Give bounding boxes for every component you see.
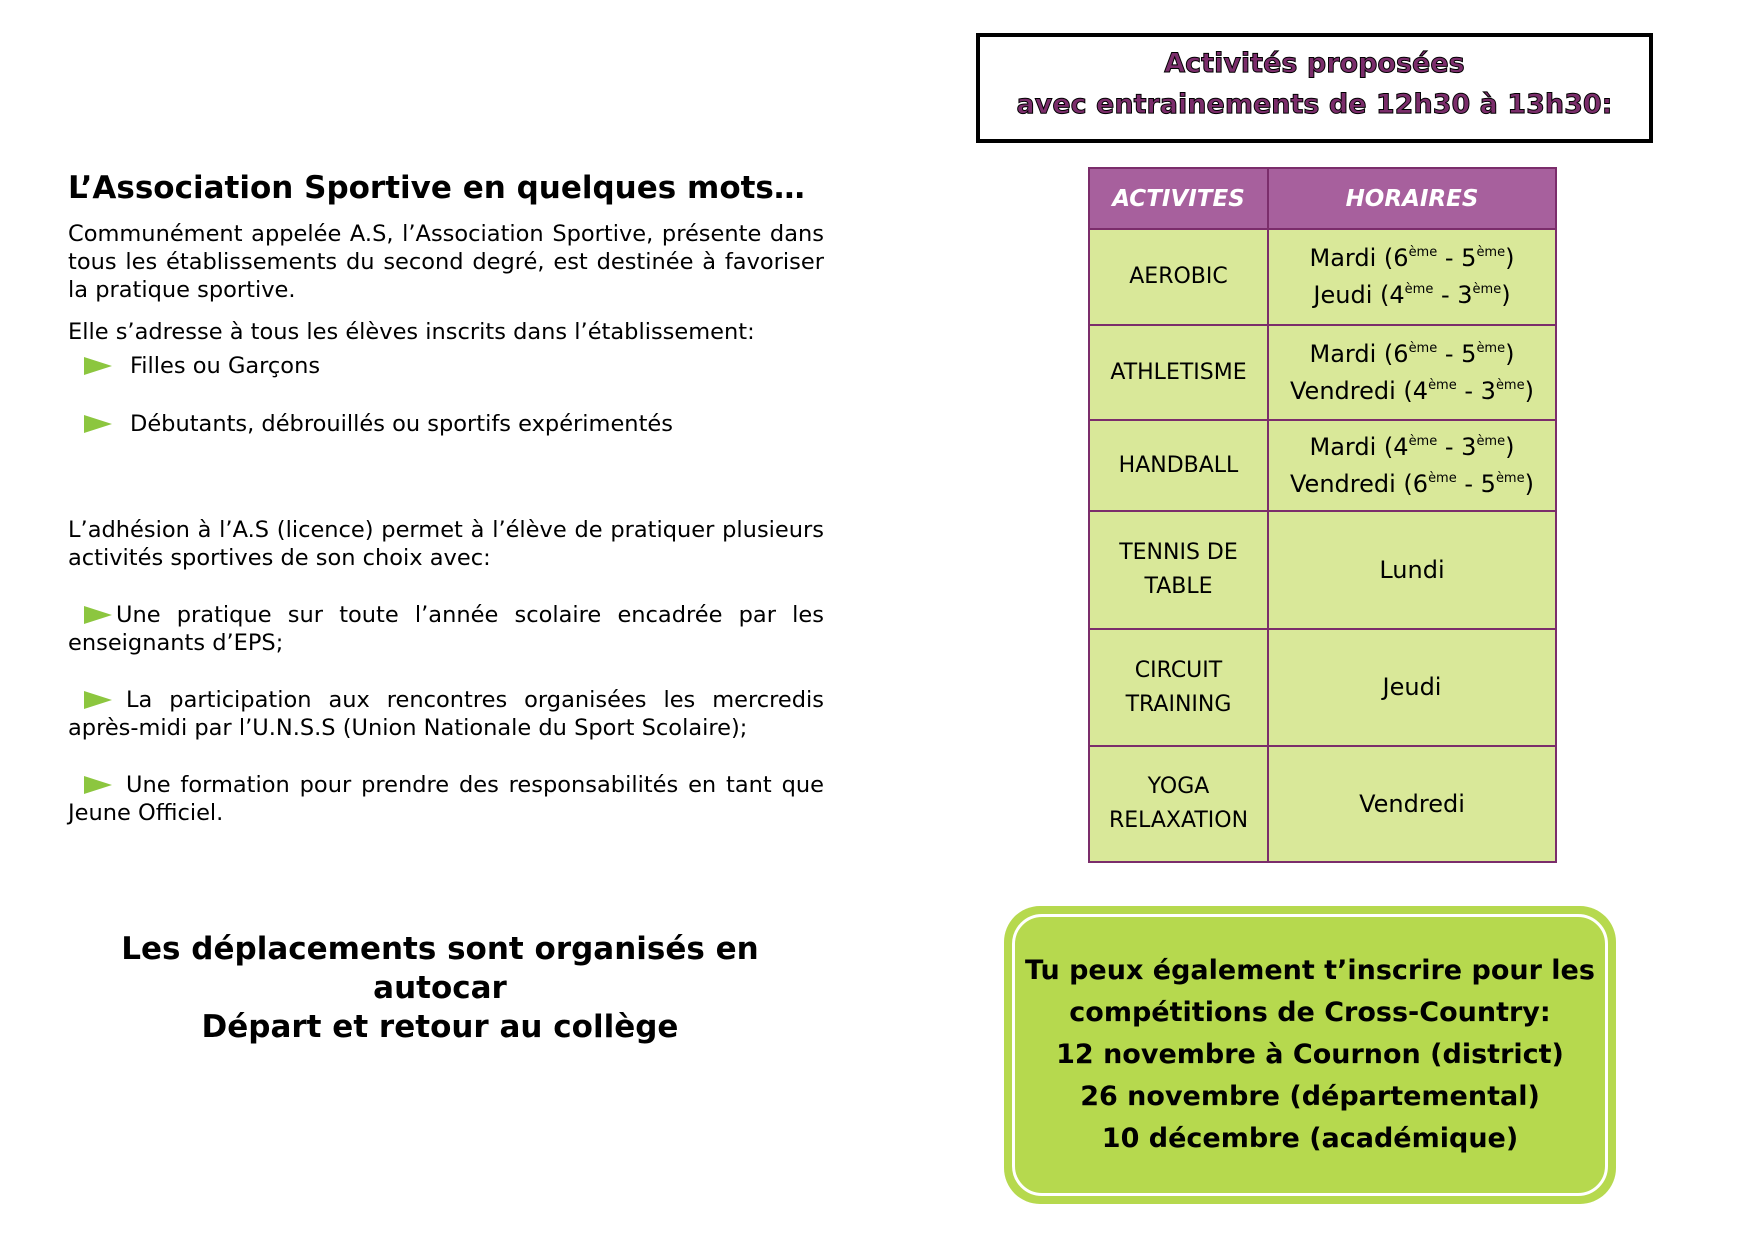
- activity-name: ATHLETISME: [1110, 359, 1247, 385]
- table-row: [1089, 629, 1556, 746]
- benefit-item: [68, 601, 824, 657]
- schedule-cell: [1268, 325, 1556, 420]
- slot-level-end: 5: [1461, 244, 1477, 272]
- slot-level-end: 5: [1461, 339, 1477, 368]
- level-suffix: ème: [1404, 282, 1434, 297]
- bullet-text: Débutants, débrouillés ou sportifs expérimentés: [130, 411, 673, 437]
- activity-cell: [1089, 746, 1268, 862]
- level-suffix: ème: [1408, 433, 1438, 449]
- schedule-slot: Mardi (4ème - 3ème): [1309, 432, 1515, 461]
- level-suffix: ème: [1495, 470, 1525, 486]
- activity-name: CIRCUIT: [1134, 657, 1223, 683]
- cross-country-box: [1004, 906, 1616, 1204]
- transport-line: Départ et retour au collège: [201, 1009, 679, 1045]
- triangle-bullet-icon: [84, 776, 112, 794]
- slot-level-end: 3: [1457, 281, 1473, 309]
- slot-level-start: 6: [1393, 339, 1409, 368]
- level-suffix: ème: [1408, 340, 1438, 356]
- transport-line: Les déplacements sont organisés en autocar: [121, 931, 759, 1006]
- slot-level-end: 3: [1480, 376, 1496, 405]
- activities-header-box: [976, 33, 1653, 143]
- cross-country-line: 26 novembre (départemental): [1080, 1081, 1540, 1112]
- level-suffix: ème: [1476, 433, 1506, 449]
- schedule-slot: Vendredi (4ème - 3ème): [1290, 376, 1534, 405]
- table-row: [1089, 746, 1556, 862]
- level-suffix: ème: [1476, 340, 1506, 356]
- cross-country-line: Tu peux également t’inscrire pour les: [1025, 955, 1595, 986]
- table-row: [1089, 229, 1556, 325]
- slot-level-start: 6: [1412, 469, 1429, 498]
- cross-country-line: 10 décembre (académique): [1101, 1123, 1519, 1154]
- slot-day: Jeudi: [1313, 281, 1373, 309]
- schedule-slot: Mardi (6ème - 5ème): [1309, 339, 1515, 368]
- list-item: [68, 410, 824, 438]
- intro-paragraph: Communément appelée A.S, l’Association Sportive, présente dans tous les établissements du second degré, est destinée à favoriser la pratique sportive.: [68, 221, 824, 303]
- table-row: [1089, 511, 1556, 629]
- cross-country-inner: [1012, 914, 1608, 1196]
- schedule-slot: Mardi (6ème - 5ème): [1309, 244, 1515, 272]
- audience-intro: Elle s’adresse à tous les élèves inscrits dans l’établissement:: [68, 319, 755, 345]
- slot-day: Vendredi: [1290, 376, 1396, 405]
- activity-cell: [1089, 629, 1268, 746]
- schedule-cell: [1268, 511, 1556, 629]
- schedule-day: Vendredi: [1359, 789, 1465, 818]
- activity-name: HANDBALL: [1118, 452, 1239, 478]
- membership-intro: L’adhésion à l’A.S (licence) permet à l’élève de pratiquer plusieurs activités sportives de son choix avec:: [68, 517, 824, 571]
- activity-name: AEROBIC: [1129, 264, 1228, 289]
- activity-cell: [1089, 325, 1268, 420]
- activity-name: TRAINING: [1125, 691, 1232, 717]
- section-title: L’Association Sportive en quelques mots…: [68, 170, 805, 206]
- triangle-bullet-icon: [84, 691, 112, 709]
- schedule-cell: [1268, 420, 1556, 511]
- triangle-bullet-icon: [84, 357, 112, 375]
- triangle-bullet-icon: [84, 415, 112, 433]
- activity-name: TABLE: [1144, 574, 1213, 599]
- schedule-cell: [1268, 629, 1556, 746]
- slot-level-end: 5: [1480, 469, 1496, 498]
- activity-cell: [1089, 229, 1268, 325]
- slot-day: Mardi: [1309, 339, 1377, 368]
- benefit-text: La participation aux rencontres organisées les mercredis après-midi par l’U.N.S.S (Union Nationale du Sport Scolaire);: [68, 687, 824, 741]
- header-title: Activités proposées: [1164, 48, 1465, 79]
- schedule-cell: [1268, 229, 1556, 325]
- activity-cell: [1089, 420, 1268, 511]
- schedule-table: [1088, 167, 1557, 863]
- level-suffix: ème: [1495, 377, 1525, 393]
- slot-level-start: 4: [1393, 432, 1409, 461]
- level-suffix: ème: [1472, 282, 1502, 297]
- schedule-cell: [1268, 746, 1556, 862]
- header-subtitle: avec entrainements de 12h30 à 13h30:: [1016, 89, 1613, 120]
- benefit-text: Une pratique sur toute l’année scolaire encadrée par les enseignants d’EPS;: [68, 602, 824, 656]
- schedule-slot: Jeudi (4ème - 3ème): [1313, 281, 1511, 309]
- list-item: [68, 352, 824, 380]
- cross-country-line: compétitions de Cross-Country:: [1069, 997, 1551, 1028]
- activity-name: YOGA: [1147, 774, 1210, 799]
- table-header-row: [1089, 168, 1556, 229]
- column-header-schedule: HORAIRES: [1268, 168, 1556, 229]
- schedule-day: Jeudi: [1382, 673, 1442, 701]
- activity-name: RELAXATION: [1108, 808, 1249, 833]
- level-suffix: ème: [1476, 245, 1506, 260]
- column-header-activities: ACTIVITES: [1089, 168, 1268, 229]
- table-row: [1089, 325, 1556, 420]
- cross-country-line: 12 novembre à Cournon (district): [1056, 1039, 1564, 1070]
- activity-cell: [1089, 511, 1268, 629]
- transport-note: [60, 930, 820, 1047]
- level-suffix: ème: [1408, 245, 1438, 260]
- bullet-text: Filles ou Garçons: [130, 353, 321, 379]
- benefit-item: [68, 686, 824, 742]
- activity-name: TENNIS DE: [1119, 540, 1238, 565]
- slot-day: Mardi: [1309, 432, 1377, 461]
- benefit-item: [68, 771, 824, 827]
- slot-day: Mardi: [1309, 244, 1377, 272]
- schedule-day: Lundi: [1379, 555, 1445, 584]
- table-row: [1089, 420, 1556, 511]
- slot-level-start: 6: [1393, 244, 1409, 272]
- triangle-bullet-icon: [84, 606, 112, 624]
- level-suffix: ème: [1428, 470, 1457, 486]
- slot-level-start: 4: [1412, 376, 1429, 405]
- benefit-text: Une formation pour prendre des responsabilités en tant que Jeune Officiel.: [68, 772, 824, 826]
- slot-day: Vendredi: [1290, 469, 1396, 498]
- schedule-slot: Vendredi (6ème - 5ème): [1290, 469, 1534, 498]
- level-suffix: ème: [1428, 377, 1457, 393]
- slot-level-start: 4: [1389, 281, 1405, 309]
- info-column: [68, 170, 824, 827]
- slot-level-end: 3: [1461, 432, 1477, 461]
